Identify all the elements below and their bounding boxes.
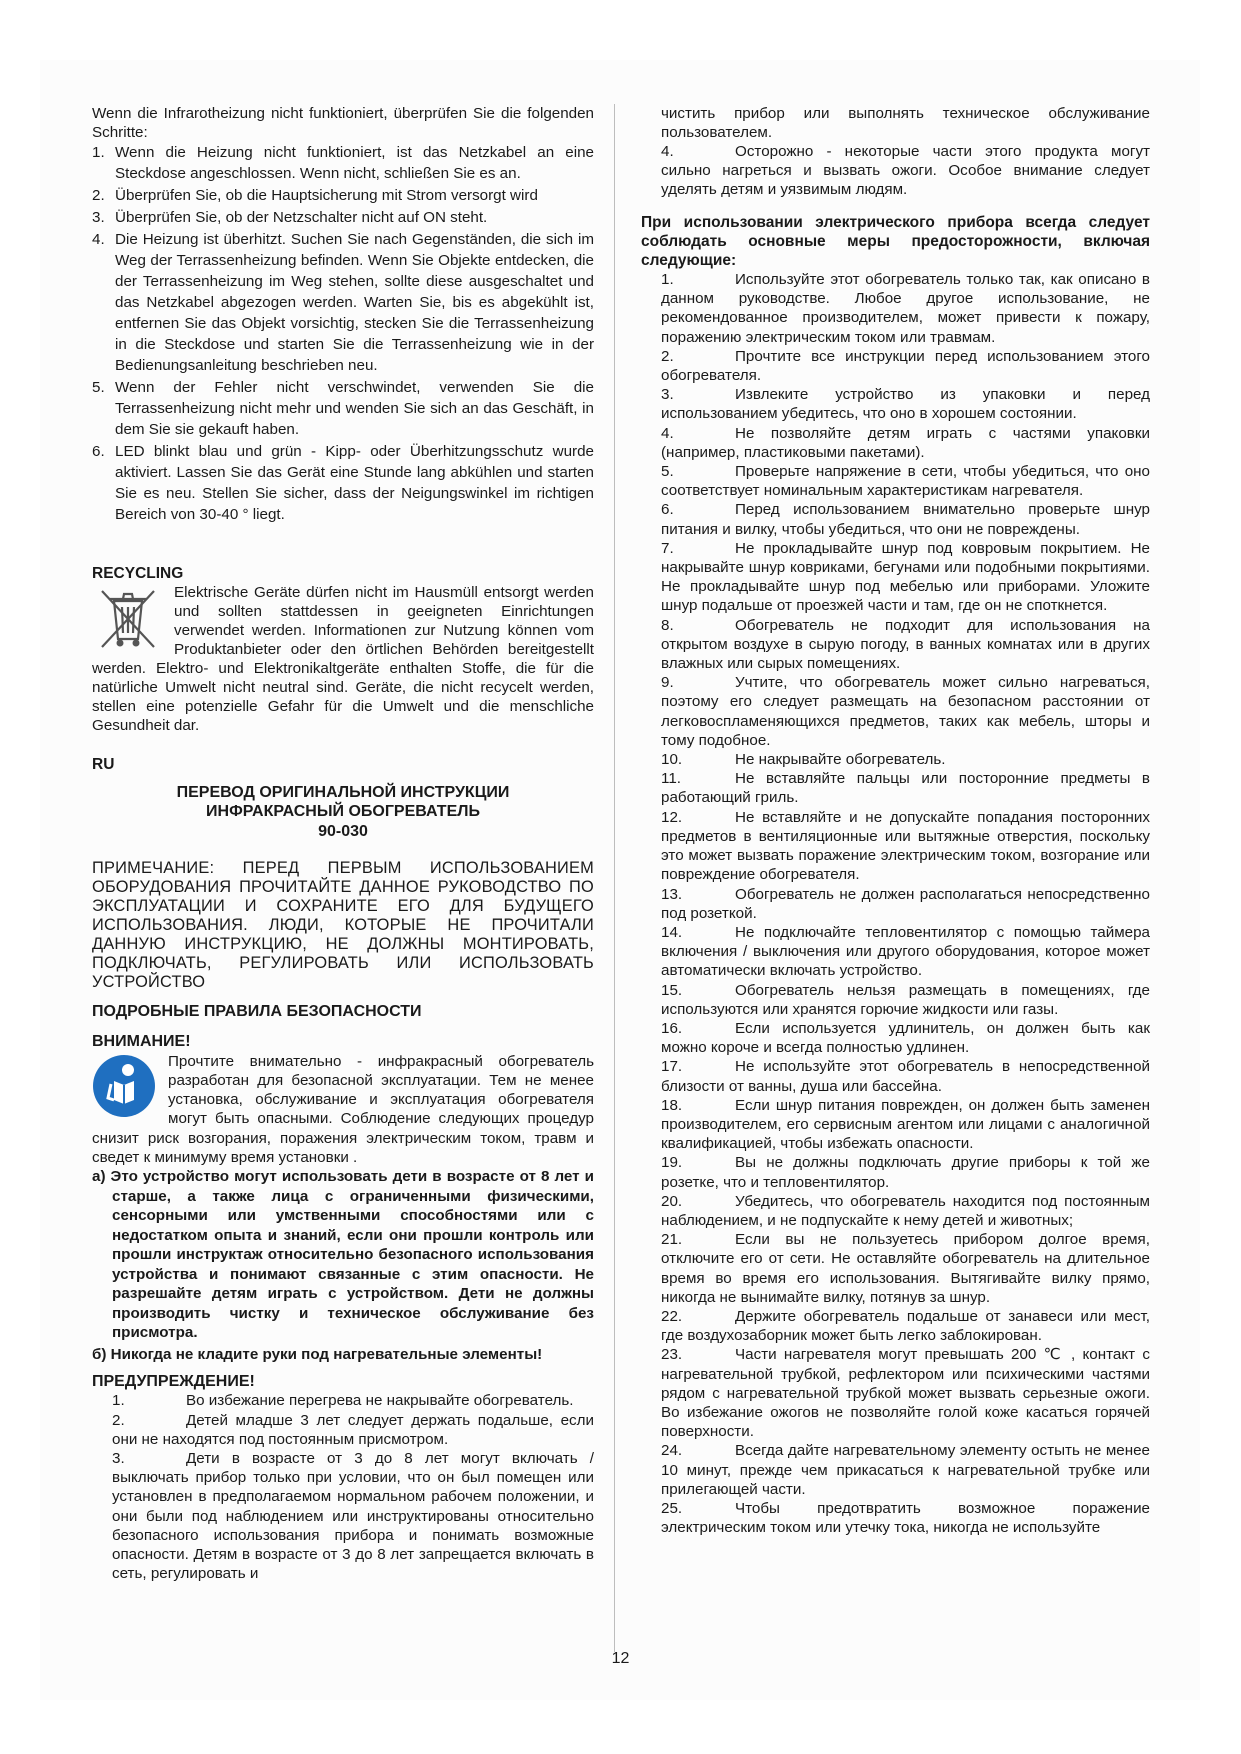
ru-precaution-item bbox=[661, 1307, 1150, 1345]
ru-precaution-item bbox=[661, 808, 1150, 885]
ru-warning-text: Детей младше 3 лет следует держать подальше, если они не находятся под постоянным присмотром. bbox=[112, 1411, 594, 1448]
de-step-text: Überprüfen Sie, ob die Hauptsicherung mit Strom versorgt wird bbox=[115, 187, 538, 204]
ru-precaution-number: 8. bbox=[661, 616, 674, 634]
ru-precaution-text: Не вставляйте пальцы или посторонние предметы в работающий гриль. bbox=[661, 770, 1150, 807]
de-step-item bbox=[92, 441, 594, 525]
ru-precaution-text: Если шнур питания поврежден, он должен быть заменен производителем, его сервисным агентом или лицами с аналогичной квалификацией, чтобы избежать опасности. bbox=[661, 1096, 1150, 1153]
ru-precaution-text: Держите обогреватель подальше от занавеси или мест, где воздухозаборник может быть легко заблокирован. bbox=[661, 1307, 1150, 1345]
ru-precaution-text: Прочтите все инструкции перед использованием этого обогревателя. bbox=[661, 347, 1150, 385]
ru-precaution-item bbox=[661, 923, 1150, 981]
ru-precaution-item bbox=[661, 1096, 1150, 1154]
ru-precautions-heading: При использовании электрического прибора всегда следует соблюдать основные меры предосторожности, включая следующие: bbox=[641, 214, 1150, 269]
ru-precaution-text: Учтите, что обогреватель может сильно нагреваться, поэтому его следует размещать на безопасном расстоянии от легковоспламеняющихся предметов, таких как мебель, шторы и тому подобное. bbox=[661, 674, 1150, 749]
ru-precaution-text: Проверьте напряжение в сети, чтобы убедиться, что оно соответствует номинальным характеристикам нагревателя. bbox=[661, 463, 1150, 500]
de-step-item bbox=[92, 142, 594, 184]
ru-precaution-number: 5. bbox=[661, 463, 674, 481]
ru-precaution-number: 7. bbox=[661, 539, 674, 557]
ru-precaution-text: Всегда дайте нагревательному элементу остыть не менее 10 минут, прежде чем прикасаться к нагревательной трубке или прилегающей части. bbox=[661, 1442, 1150, 1498]
ru-precaution-text: Извлеките устройство из упаковки и перед использованием убедитесь, что оно в хорошем состоянии. bbox=[661, 386, 1150, 423]
de-troubleshooting-list bbox=[92, 142, 594, 525]
ru-attention-heading: ВНИМАНИЕ! bbox=[92, 1033, 191, 1051]
ru-warning-number: 2. bbox=[112, 1411, 125, 1429]
ru-precaution-text: Не используйте этот обогреватель в непосредственной близости от ванны, душа или бассейна. bbox=[661, 1058, 1150, 1095]
ru-title-line1: ПЕРЕВОД ОРИГИНАЛЬНОЙ ИНСТРУКЦИИ bbox=[176, 783, 510, 801]
ru-precaution-text: Перед использованием внимательно проверьте шнур питания и вилку, чтобы убедиться, что они не повреждены. bbox=[661, 501, 1150, 538]
ru-precaution-text: Используйте этот обогреватель только так, как описано в данном руководстве. Любое другое использование, не рекомендованное производителем, может привести к пожару, поражению электрическим током или травмам. bbox=[661, 271, 1150, 346]
ru-precaution-number: 20. bbox=[661, 1192, 683, 1210]
ru-precaution-number: 21. bbox=[661, 1231, 683, 1249]
ru-warning-text: Дети в возрасте от 3 до 8 лет могут включать / выключать прибор только при условии, что он был помещен или установлен в предполагаемом нормальном рабочем положении, и они были под наблюдением или инструктированы относительно безопасного использования прибора и понимать возможные опасности. Детям в возрасте от 3 до 8 лет запрещается включать в сеть, регулировать и bbox=[112, 1449, 594, 1583]
de-step-number: 4. bbox=[92, 231, 105, 248]
ru-attention-text: Прочтите внимательно - инфракрасный обогреватель разработан для безопасной эксплуатации. Тем не менее установка, обслуживание и эксплуатация обогревателя могут быть опасными. Соблюдение следующих процедур снизит риск возгорания, поражения электрическим током, травм и сведет к минимуму время установки . bbox=[92, 1052, 594, 1166]
ru-warning-heading: ПРЕДУПРЕЖДЕНИЕ! bbox=[92, 1372, 255, 1390]
de-step-text: LED blinkt blau und grün - Kipp- oder Überhitzungsschutz wurde aktiviert. Lassen Sie das Gerät eine Stunde lang abkühlen und starten Sie es neu. Stellen Sie sicher, dass der Neigungswinkel im richtigen Bereich von 30-40 ° liegt. bbox=[115, 443, 594, 523]
de-step-number: 3. bbox=[92, 209, 105, 226]
ru-precaution-number: 25. bbox=[661, 1500, 683, 1517]
ru-precaution-number: 1. bbox=[661, 271, 674, 288]
ru-precaution-text: Обогреватель не должен располагаться непосредственно под розеткой. bbox=[661, 885, 1150, 922]
ru-precaution-item bbox=[661, 1153, 1150, 1191]
ru-precaution-number: 15. bbox=[661, 981, 683, 999]
right-column bbox=[641, 104, 1150, 1537]
ru-precaution-item bbox=[661, 385, 1150, 423]
ru-precaution-number: 11. bbox=[661, 770, 681, 788]
ru-precaution-number: 9. bbox=[661, 674, 674, 692]
de-step-text: Überprüfen Sie, ob der Netzschalter nicht auf ON steht. bbox=[115, 209, 488, 226]
ru-precaution-text: Не вставляйте и не допускайте попадания посторонних предметов в вентиляционные или вытяжные отверстия, поскольку это может вызвать поражение электрическим током, возгорание или повреждение обогревателя. bbox=[661, 808, 1150, 884]
ru-precaution-item bbox=[661, 1499, 1150, 1537]
ru-title-line2: ИНФРАКРАСНЫЙ ОБОГРЕВАТЕЛЬ bbox=[206, 803, 480, 821]
de-step-number: 5. bbox=[92, 379, 105, 396]
ru-precaution-text: Убедитесь, что обогреватель находится под постоянным наблюдением, и не подпускайте к нему детей и животных; bbox=[661, 1192, 1150, 1229]
ru-precaution-number: 18. bbox=[661, 1096, 683, 1114]
ru-precaution-item bbox=[661, 1192, 1150, 1230]
ru-precaution-item bbox=[661, 750, 1150, 769]
ru-precautions-list bbox=[641, 270, 1150, 1537]
ru-warning-number: 1. bbox=[112, 1392, 125, 1410]
ru-warning-item bbox=[112, 1411, 594, 1449]
column-divider bbox=[614, 104, 615, 1652]
de-step-item bbox=[92, 185, 594, 206]
ru-warning-4-num: 4. bbox=[661, 143, 674, 160]
ru-precaution-item bbox=[661, 539, 1150, 616]
read-manual-icon bbox=[92, 1054, 156, 1123]
crossed-bin-icon bbox=[92, 585, 164, 656]
ru-precaution-number: 23. bbox=[661, 1346, 683, 1364]
ru-language-label: RU bbox=[92, 756, 115, 774]
ru-precaution-item bbox=[661, 462, 1150, 500]
ru-warning-4-text: Осторожно - некоторые части этого продукта могут сильно нагреться и вызвать ожоги. Особое внимание следует уделять детям и уязвимым людям. bbox=[661, 143, 1150, 198]
ru-warning-item bbox=[112, 1449, 594, 1583]
ru-precaution-number: 2. bbox=[661, 347, 674, 365]
ru-precaution-text: Вы не должны подключать другие приборы к той же розетке, что и тепловентилятор. bbox=[661, 1154, 1150, 1191]
ru-precaution-text: Чтобы предотвратить возможное поражение электрическим током или утечку тока, никогда не используйте bbox=[661, 1500, 1150, 1537]
ru-precaution-item bbox=[661, 1230, 1150, 1307]
ru-precaution-item bbox=[661, 1057, 1150, 1095]
recycling-block bbox=[92, 583, 594, 735]
ru-precaution-text: Не накрывайте обогреватель. bbox=[735, 751, 946, 769]
ru-precaution-item bbox=[661, 347, 1150, 385]
de-step-number: 6. bbox=[92, 443, 105, 460]
ru-precaution-text: Обогреватель нельзя размещать в помещениях, где используются или хранятся горючие жидкости или газы. bbox=[661, 981, 1150, 1018]
left-column bbox=[92, 104, 594, 1583]
de-troubleshooting-intro: Wenn die Infrarotheizung nicht funktioniert, überprüfen Sie die folgenden Schritte: bbox=[92, 105, 594, 141]
ru-precaution-number: 10. bbox=[661, 751, 683, 769]
ru-warning-number: 3. bbox=[112, 1449, 125, 1467]
ru-precaution-number: 3. bbox=[661, 386, 674, 404]
de-step-item bbox=[92, 229, 594, 376]
ru-precaution-text: Не подключайте тепловентилятор с помощью таймера включения / выключения или другого оборудования, которое может автоматически включать устройство. bbox=[661, 923, 1150, 980]
de-step-number: 2. bbox=[92, 187, 105, 204]
ru-point-b: б) Никогда не кладите руки под нагревательные элементы! bbox=[92, 1345, 543, 1363]
ru-model-number: 90-030 bbox=[318, 822, 368, 840]
ru-precaution-item bbox=[661, 270, 1150, 347]
ru-precaution-number: 22. bbox=[661, 1307, 683, 1325]
ru-warning-4 bbox=[661, 142, 1150, 199]
ru-attention-block bbox=[92, 1052, 594, 1167]
ru-precaution-item bbox=[661, 769, 1150, 807]
recycling-heading: RECYCLING bbox=[92, 565, 184, 582]
ru-precaution-item bbox=[661, 424, 1150, 462]
ru-safety-heading: ПОДРОБНЫЕ ПРАВИЛА БЕЗОПАСНОСТИ bbox=[92, 1003, 422, 1021]
ru-precaution-text: Не прокладывайте шнур под ковровым покрытием. Не накрывайте шнур ковриками, бегунами или подобными покрытиями. Не прокладывайте шнур под мебелью или приборами. Уложите шнур подальше от проезжей части и там, где он не споткнется. bbox=[661, 539, 1150, 615]
ru-precaution-item bbox=[661, 616, 1150, 674]
ru-warning-text: Во избежание перегрева не накрывайте обогреватель. bbox=[186, 1392, 574, 1410]
ru-point-a: а) Это устройство могут использовать дети в возрасте от 8 лет и старше, а также лица с ограниченными физическими, сенсорными или умственными способностями или с недостатком опыта и знаний, если они прошли контроль или прошли инструктаж относительно безопасного использования устройства и понимают связанные с этим опасности. Не разрешайте детям играть с устройством. Дети не должны производить чистку и техническое обслуживание без присмотра. bbox=[92, 1168, 594, 1342]
ru-precaution-number: 19. bbox=[661, 1154, 683, 1172]
ru-precaution-item bbox=[661, 981, 1150, 1019]
ru-precaution-text: Обогреватель не подходит для использования на открытом воздухе в сырую погоду, в ванных комнатах или в других влажных или сырых помещениях. bbox=[661, 616, 1150, 673]
ru-precaution-number: 13. bbox=[661, 885, 683, 903]
ru-warning-list bbox=[92, 1391, 594, 1583]
ru-precaution-number: 14. bbox=[661, 923, 683, 941]
ru-precaution-item bbox=[661, 500, 1150, 538]
ru-precaution-number: 12. bbox=[661, 808, 683, 826]
ru-warning3-continued: чистить прибор или выполнять техническое обслуживание пользователем. bbox=[661, 105, 1150, 141]
ru-precaution-number: 4. bbox=[661, 424, 674, 442]
ru-precaution-number: 6. bbox=[661, 501, 674, 519]
page-number: 12 bbox=[611, 1650, 630, 1667]
ru-precaution-number: 16. bbox=[661, 1019, 683, 1037]
de-step-text: Wenn der Fehler nicht verschwindet, verwenden Sie die Terrassenheizung nicht mehr und wenden Sie sich an das Geschäft, in dem Sie sie gekauft haben. bbox=[115, 379, 594, 438]
ru-precaution-item bbox=[661, 1441, 1150, 1499]
de-step-item bbox=[92, 207, 594, 228]
ru-precaution-number: 24. bbox=[661, 1442, 683, 1460]
ru-precaution-item bbox=[661, 885, 1150, 923]
de-step-item bbox=[92, 377, 594, 440]
ru-precaution-text: Если используется удлинитель, он должен быть как можно короче и всегда полностью удлинен. bbox=[661, 1019, 1150, 1057]
ru-precaution-number: 17. bbox=[661, 1058, 683, 1076]
de-step-text: Wenn die Heizung nicht funktioniert, ist das Netzkabel an eine Steckdose angeschlossen. Wenn nicht, schließen Sie es an. bbox=[115, 144, 594, 182]
ru-precaution-item bbox=[661, 1345, 1150, 1441]
de-step-number: 1. bbox=[92, 144, 105, 161]
de-step-text: Die Heizung ist überhitzt. Suchen Sie nach Gegenständen, die sich im Weg der Terrassenheizung befinden. Wenn Sie Objekte entdecken, die der Terrassenheizung im Weg stehen, sollte diese ausgeschaltet und das Netzkabel abgezogen werden. Warten Sie, bis es abgekühlt ist, entfernen Sie das Objekt vorsichtig, stecken Sie die Terrassenheizung in die Steckdose und starten Sie die Terrassenheizung wie in der Bedienungsanleitung beschrieben neu. bbox=[115, 231, 594, 374]
ru-note: ПРИМЕЧАНИЕ: ПЕРЕД ПЕРВЫМ ИСПОЛЬЗОВАНИЕМ ОБОРУДОВАНИЯ ПРОЧИТАЙТЕ ДАННОЕ РУКОВОДСТВО ПО ЭКСПЛУАТАЦИИ И СОХРАНИТЕ ЕГО ДЛЯ БУДУЩЕГО ИСПОЛЬЗОВАНИЯ. ЛЮДИ, КОТОРЫЕ НЕ ПРОЧИТАЛИ ДАННУЮ ИНСТРУКЦИЮ, НЕ ДОЛЖНЫ МОНТИРОВАТЬ, ПОДКЛЮЧАТЬ, РЕГУЛИРОВАТЬ ИЛИ ИСПОЛЬЗОВАТЬ УСТРОЙСТВО bbox=[92, 859, 594, 992]
ru-precaution-text: Части нагревателя могут превышать 200 ℃ , контакт с нагревательной трубкой, рефлектором или психическими частями рядом с нагревательной трубкой может вызвать серьезные ожоги. Во избежание ожогов не позволяйте голой коже касаться горячей поверхности. bbox=[661, 1346, 1150, 1441]
ru-warning-item bbox=[112, 1391, 594, 1410]
recycling-text: Elektrische Geräte dürfen nicht im Hausmüll entsorgt werden und sollten stattdessen in geeigneten Einrichtungen verwendet werden. Informationen zur Nutzung können vom Produktanbieter oder den örtlichen Behörden bereitgestellt werden. Elektro- und Elektronikaltgeräte enthalten Stoffe, die für die natürliche Umwelt nicht neutral sind. Geräte, die nicht recycelt werden, stellen eine potenzielle Gefahr für die Umwelt und die menschliche Gesundheit dar. bbox=[92, 584, 594, 735]
ru-precaution-item bbox=[661, 673, 1150, 750]
ru-precaution-text: Не позволяйте детям играть с частями упаковки (например, пластиковыми пакетами). bbox=[661, 424, 1150, 461]
ru-precaution-item bbox=[661, 1019, 1150, 1057]
ru-precaution-text: Если вы не пользуетесь прибором долгое время, отключите его от сети. Не оставляйте обогреватель на длительное время во время его использования. Вытягивайте вилку прямо, никогда не вынимайте вилку, потянув за шнур. bbox=[661, 1231, 1150, 1306]
